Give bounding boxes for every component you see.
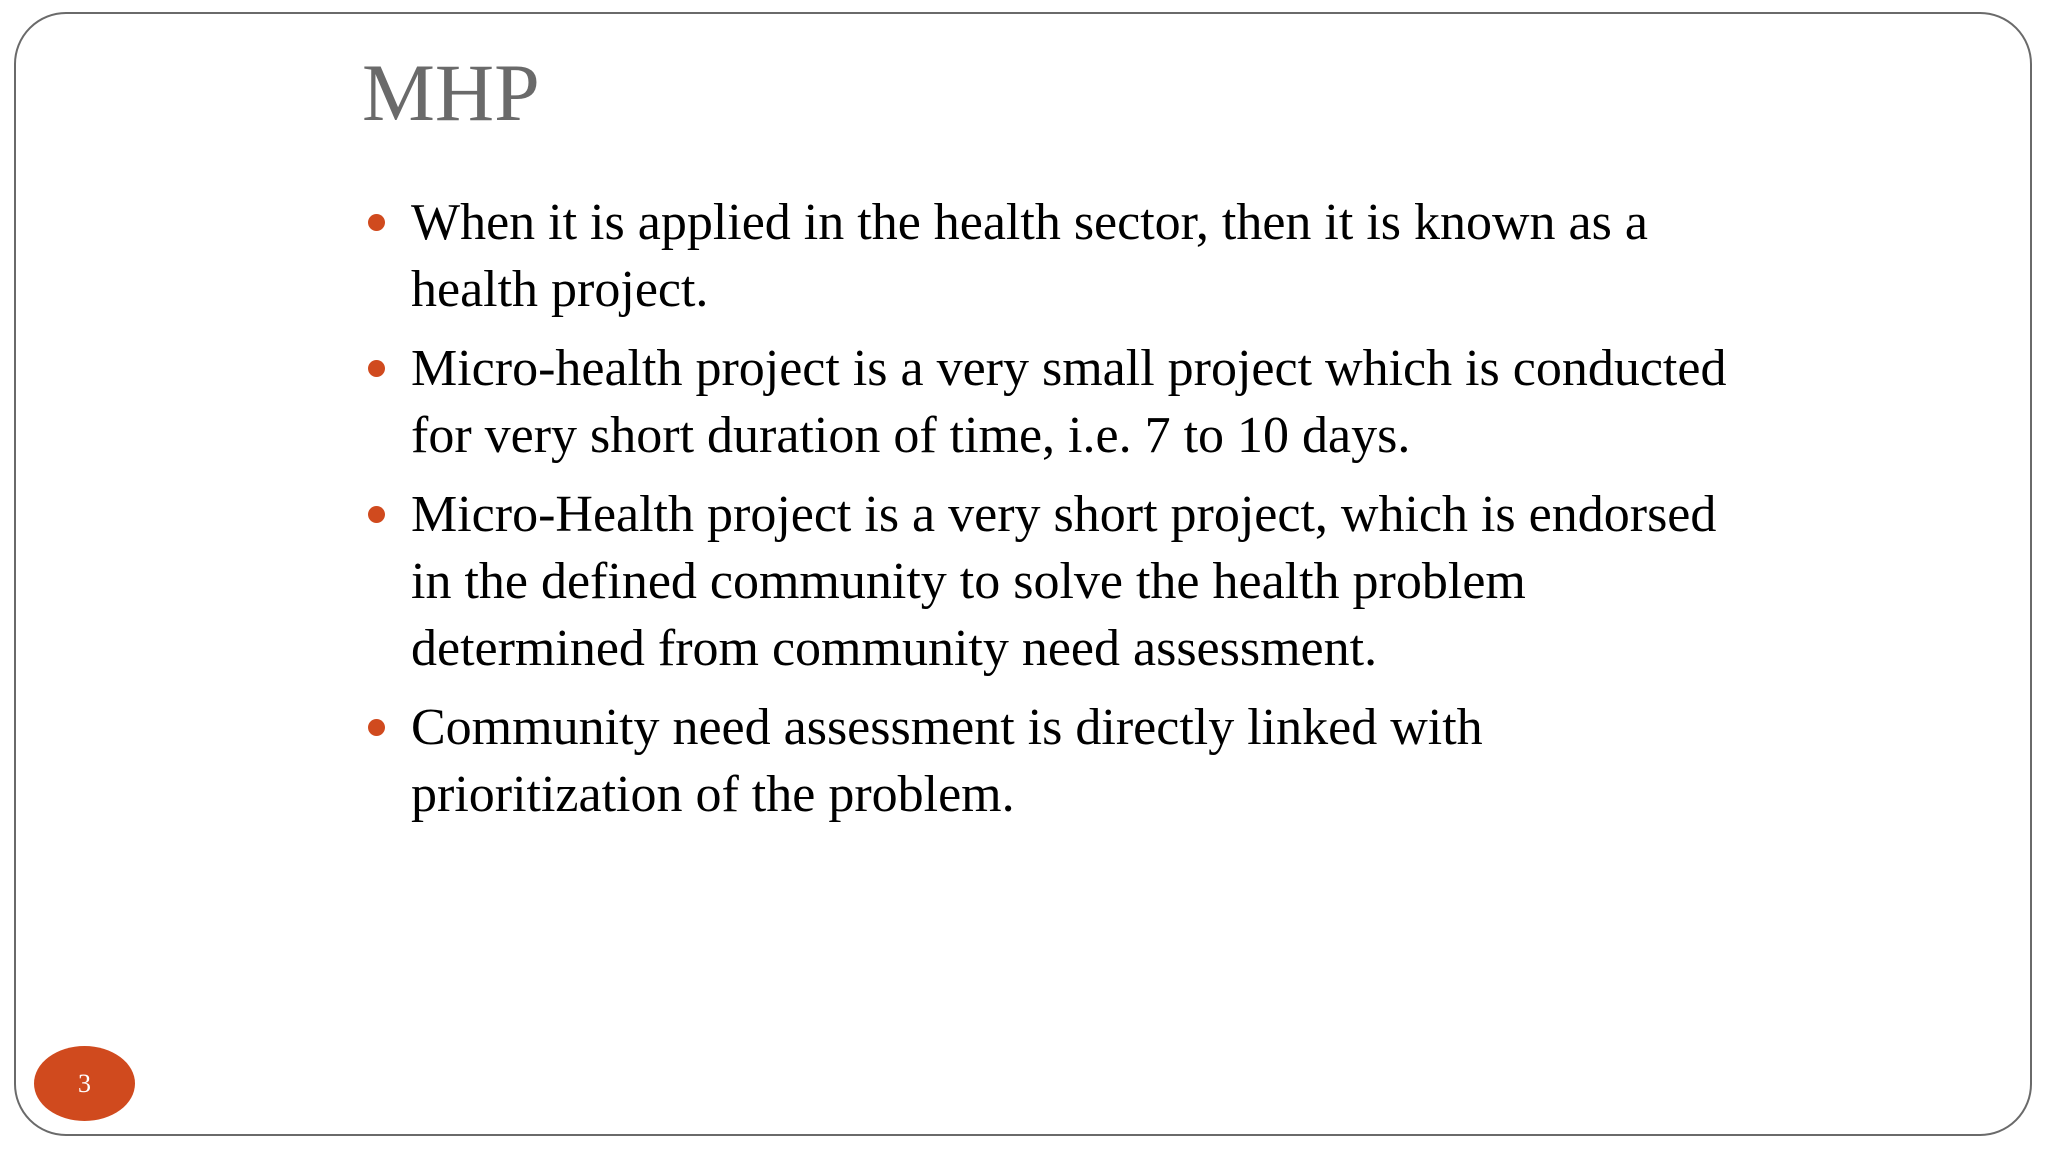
slide-frame xyxy=(14,12,2032,1136)
round-bullet-icon xyxy=(368,214,385,231)
bullet-text: Community need assessment is directly linked with prioritization of the problem. xyxy=(411,699,1483,823)
slide-title: MHP xyxy=(362,47,540,138)
round-bullet-icon xyxy=(368,719,385,736)
bullet-text: Micro-health project is a very small project which is conducted for very short duration of time, i.e. 7 to 10 days. xyxy=(411,340,1727,464)
list-item xyxy=(411,189,1731,323)
bullet-text: When it is applied in the health sector, then it is known as a health project. xyxy=(411,194,1648,318)
list-item xyxy=(411,335,1731,469)
page-number-badge xyxy=(34,1046,135,1121)
list-item xyxy=(411,481,1731,682)
list-item xyxy=(411,694,1731,828)
round-bullet-icon xyxy=(368,360,385,377)
bullet-text: Micro-Health project is a very short project, which is endorsed in the defined community to solve the health problem determined from community need assessment. xyxy=(411,486,1717,677)
page-number: 3 xyxy=(78,1068,91,1098)
round-bullet-icon xyxy=(368,506,385,523)
bullet-list xyxy=(411,189,1731,840)
